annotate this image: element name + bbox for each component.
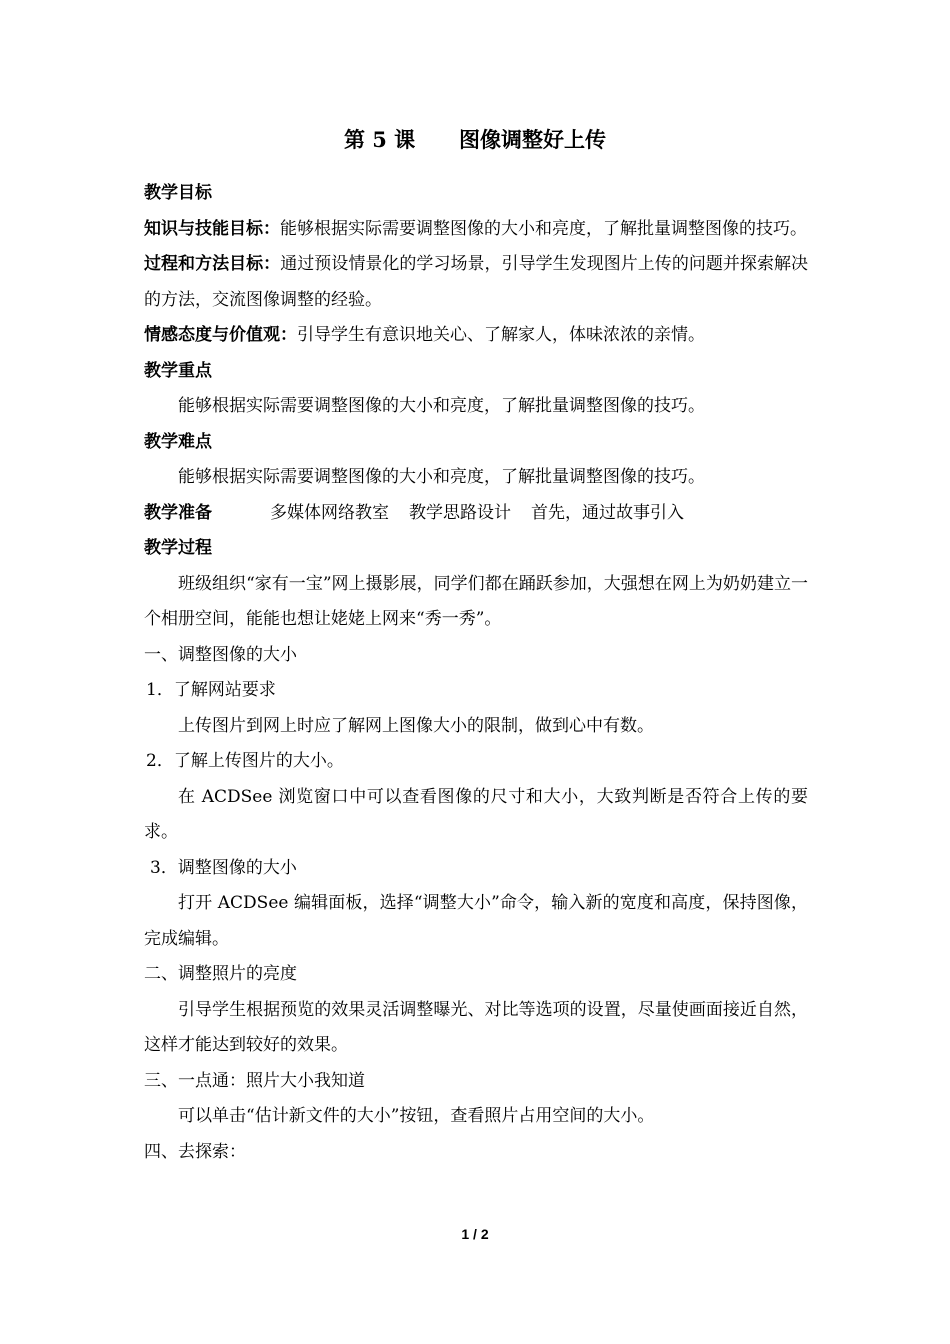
preparation-line — [144, 496, 808, 532]
item1-heading: 1．了解网站要求 — [146, 680, 276, 700]
item3-text: 打开 ACDSee 编辑面板，选择“调整大小”命令，输入新的宽度和高度，保持图像，完成编辑。 — [144, 893, 808, 949]
part4-heading: 四、去探索： — [144, 1141, 246, 1162]
document-body — [144, 176, 808, 1170]
item3-heading: 3．调整图像的大小 — [150, 857, 297, 878]
lesson-title: 第 5 课 图像调整好上传 — [343, 127, 607, 152]
part3-heading: 三、一点通：照片大小我知道 — [144, 1070, 365, 1091]
item2-text: 在 ACDSee 浏览窗口中可以查看图像的尺寸和大小，大致判断是否符合上传的要求。 — [144, 786, 808, 842]
preparation-item-3: 首先，通过故事引入 — [531, 502, 684, 523]
part2-text: 引导学生根据预览的效果灵活调整曝光、对比等选项的设置，尽量使画面接近自然，这样才能达到较好的效果。 — [144, 999, 808, 1055]
part3-text: 可以单击“估计新文件的大小”按钮，查看照片占用空间的大小。 — [178, 1106, 655, 1126]
difficult-points-text: 能够根据实际需要调整图像的大小和亮度，了解批量调整图像的技巧。 — [178, 467, 705, 487]
process-heading: 教学过程 — [144, 538, 212, 558]
part2-heading: 二、调整照片的亮度 — [144, 964, 297, 984]
difficult-points-heading: 教学难点 — [144, 431, 212, 452]
knowledge-objective — [144, 212, 808, 248]
item2-heading: 2．了解上传图片的大小。 — [146, 751, 344, 771]
knowledge-text: 能够根据实际需要调整图像的大小和亮度，了解批量调整图像的技巧。 — [280, 218, 807, 239]
process-text: 通过预设情景化的学习场景，引导学生发现图片上传的问题并探索解决的方法，交流图像调整的经验。 — [144, 254, 809, 310]
knowledge-label: 知识与技能目标： — [144, 218, 280, 239]
preparation-item-2: 教学思路设计 — [409, 502, 511, 523]
process-objective — [144, 247, 808, 318]
objectives-heading: 教学目标 — [144, 183, 212, 203]
preparation-heading: 教学准备 — [144, 502, 212, 523]
preparation-item-1: 多媒体网络教室 — [270, 502, 389, 523]
page-number: 1 / 2 — [461, 1226, 489, 1242]
process-label: 过程和方法目标： — [144, 254, 281, 274]
emotion-label: 情感态度与价值观： — [144, 325, 297, 345]
key-points-text: 能够根据实际需要调整图像的大小和亮度，了解批量调整图像的技巧。 — [178, 396, 705, 416]
intro-paragraph: 班级组织“家有一宝”网上摄影展，同学们都在踊跃参加，大强想在网上为奶奶建立一个相册空间，能能也想让姥姥上网来“秀一秀”。 — [144, 573, 808, 629]
item1-text: 上传图片到网上时应了解网上图像大小的限制，做到心中有数。 — [178, 715, 654, 736]
emotion-text: 引导学生有意识地关心、了解家人，体味浓浓的亲情。 — [297, 325, 705, 345]
emotion-objective — [144, 318, 808, 354]
key-points-heading: 教学重点 — [144, 360, 212, 381]
part1-heading: 一、调整图像的大小 — [144, 644, 297, 665]
